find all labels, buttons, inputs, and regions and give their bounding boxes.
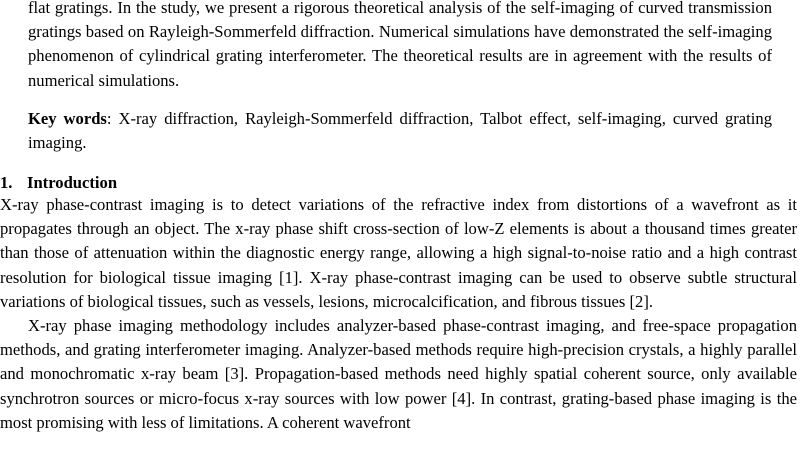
keywords-label: Key words <box>28 109 107 128</box>
intro-paragraph-2: X-ray phase imaging methodology includes analyzer-based phase-contrast imaging, and free-space propagation methods, and grating interferometer imaging. Analyzer-based methods require high-precision crystals, a highly parallel and monochromatic x-ray beam [3]. Propagation-based methods need highly spatial coherent source, only available synchrotron sources or micro-focus x-ray sources with low power [4]. In contrast, grating-based phase imaging is the most promising with less of limitations. A coherent wavefront <box>0 316 797 432</box>
keywords-section <box>28 107 772 155</box>
keywords-paragraph <box>28 107 772 155</box>
introduction-body <box>0 193 797 435</box>
section-number: 1. <box>0 173 13 192</box>
section-heading <box>0 171 117 195</box>
intro-paragraph-1: X-ray phase-contrast imaging is to detect variations of the refractive index from distortions of a wavefront as it propagates through an object. The x-ray phase shift cross-section of low-Z elements is about a thousand times greater than those of attenuation within the diagnostic energy range, allowing a high signal-to-noise ratio and a high contrast resolution for biological tissue imaging [1]. X-ray phase-contrast imaging can be used to observe subtle structural variations of biological tissues, such as vessels, lesions, microcalcification, and fibrous tissues [2]. <box>0 195 797 311</box>
section-title: Introduction <box>27 173 118 192</box>
keywords-text: : X-ray diffraction, Rayleigh-Sommerfeld diffraction, Talbot effect, self-imaging, curved grating imaging. <box>28 109 772 153</box>
abstract-text: flat gratings. In the study, we present a rigorous theoretical analysis of the self-imaging of curved transmission gratings based on Rayleigh-Sommerfeld diffraction. Numerical simulations have demonstrated the self-imaging phenomenon of cylindrical grating interferometer. The theoretical results are in agreement with the results of numerical simulations. <box>28 0 772 90</box>
abstract-section <box>28 0 772 93</box>
